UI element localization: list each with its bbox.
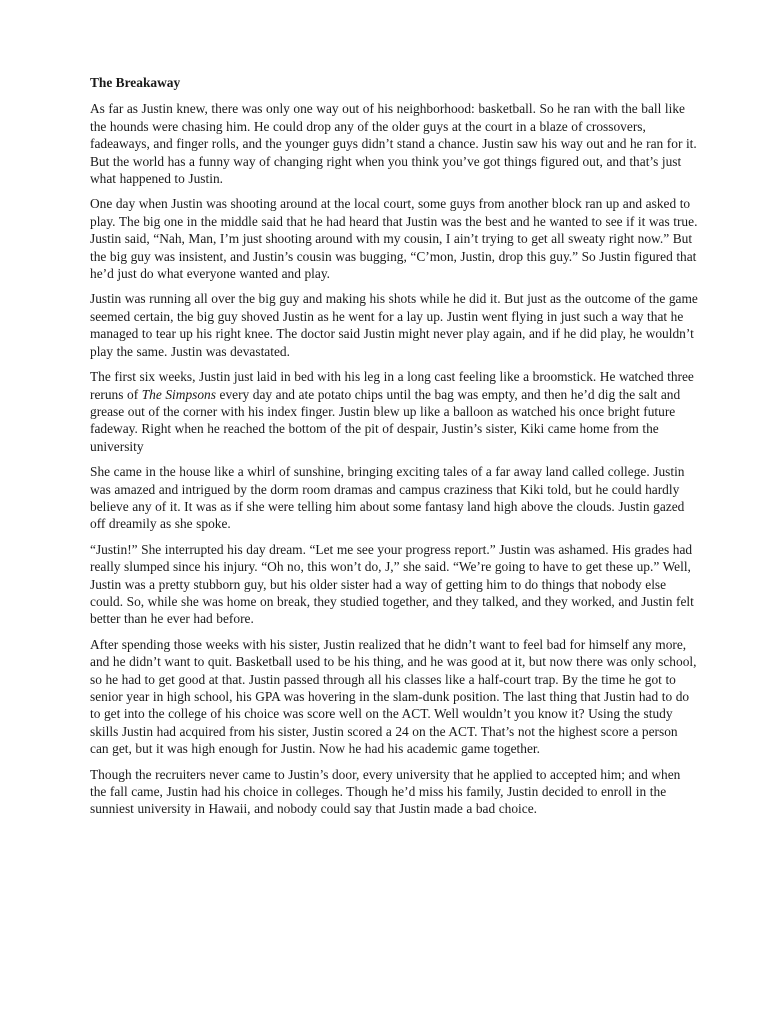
paragraph-2: One day when Justin was shooting around at the local court, some guys from another block ran up and asked to play. The big one in the middle said that he had heard that Justin was the best and he wanted to see if it was true. Justin said, “Nah, Man, I’m just shooting around with my cousin, I ain’t trying to get all sweaty right now.” But the big guy was insistent, and Justin’s cousin was bugging, “C’mon, Justin, drop this guy.” So Justin figured that he’d just do what everyone wanted and play. xyxy=(90,196,698,282)
paragraph-8: Though the recruiters never came to Justin’s door, every university that he applied to accepted him; and when the fall came, Justin had his choice in colleges. Though he’d miss his family, Justin decided to enroll in the sunniest university in Hawaii, and nobody could say that Justin made a bad choice. xyxy=(90,766,681,817)
paragraph-4-italic-title: The Simpsons xyxy=(141,386,216,402)
paragraph-5: She came in the house like a whirl of sunshine, bringing exciting tales of a far away land called college. Justin was amazed and intrigued by the dorm room dramas and campus craziness that Kiki told, but he could hardly believe any of it. It was as if she were telling him about some fantasy land high above the clouds. Justin gazed off dreamily as she spoke. xyxy=(90,464,685,532)
document-title: The Breakaway xyxy=(90,75,181,90)
paragraph-4-text-before: The first six weeks, Justin just laid in bed with his leg in a long cast feeling like a broomstick. He watched three reruns of xyxy=(90,369,694,402)
paragraph-6: “Justin!” She interrupted his day dream. “Let me see your progress report.” Justin was ashamed. His grades had really slumped since his injury. “Oh no, this won’t do, J,” she said. “We’re going to have to get these up.” Well, Justin was a pretty stubborn guy, but his older sister had a way of getting him to do things that nobody else could. So, while she was home on break, they studied together, and they talked, and they worked, and Justin felt better than he ever had before. xyxy=(90,541,694,627)
paragraph-4 xyxy=(90,368,698,455)
paragraph-7: After spending those weeks with his sister, Justin realized that he didn’t want to feel bad for himself any more, and he didn’t want to quit. Basketball used to be his thing, and he was good at it, but now there was only school, so he had to get good at that. Justin passed through all his classes like a half-court trap. By the time he got to senior year in high school, his GPA was hovering in the slam-dunk position. The last thing that Justin had to do to get into the college of his choice was score well on the ACT. Well wouldn’t you know it? Using the study skills Justin had acquired from his sister, Justin scored a 24 on the ACT. That’s not the highest score a person can get, but it was high enough for Justin. Now he had his academic game together. xyxy=(90,636,697,757)
paragraph-1: As far as Justin knew, there was only one way out of his neighborhood: basketball. So he ran with the ball like the hounds were chasing him. He could drop any of the older guys at the court in a blaze of crossovers, fadeaways, and finger rolls, and the younger guys didn’t stand a chance. Justin saw his way out and he ran for it. But the world has a funny way of changing right when you think you’ve got things figured out, and that’s just what happened to Justin. xyxy=(90,101,697,187)
paragraph-3: Justin was running all over the big guy and making his shots while he did it. But just as the outcome of the game seemed certain, the big guy shoved Justin as he went for a lay up. Justin went flying in just such a way that he managed to tear up his right knee. The doctor said Justin might never play again, and if he did play, he wouldn’t play the same. Justin was devastated. xyxy=(90,291,698,359)
document-body xyxy=(90,74,698,826)
paragraph-4-text-after: every day and ate potato chips until the bag was empty, and then he’d dig the salt and grease out of the corner with his index finger. Justin blew up like a balloon as watched his once bright future fadeway. Right when he reached the bottom of the pit of despair, Justin’s sister, Kiki came home from the university xyxy=(90,386,681,454)
